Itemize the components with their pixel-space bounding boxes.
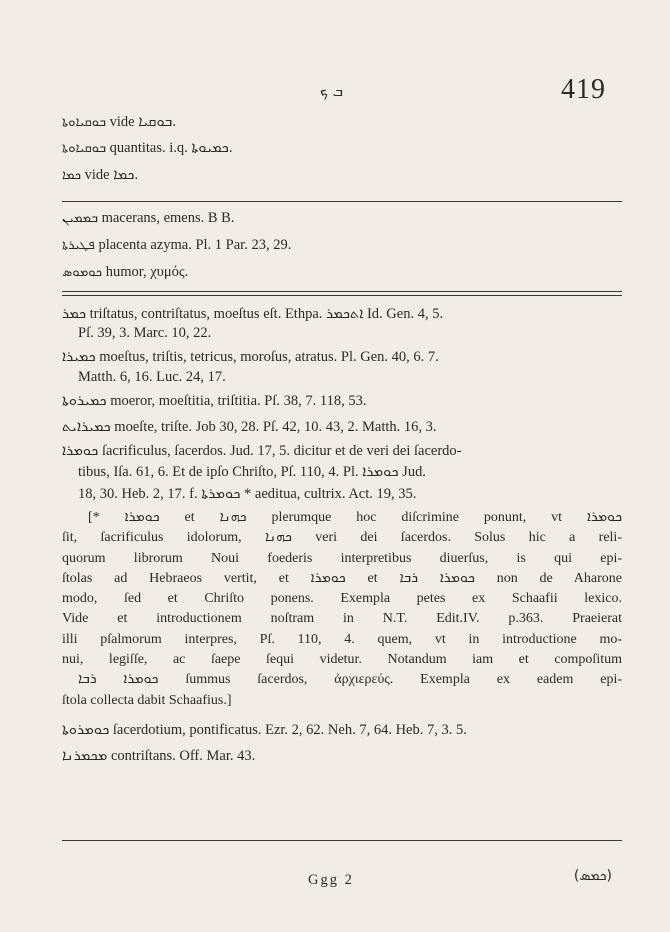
note-line: ſtolas ad Hebraeos vertit, et ܟܘܡܪܐ et ܟܘܡܪܐ ܪܒܐ non de Aharone (62, 570, 623, 586)
entry-continuation: 18, 30. Heb. 2, 17. f. ܟܘܡܪܬܐ * aeditua, cultrix. Act. 19, 35. (78, 486, 417, 502)
note-line: illi pſalmorum interpres, Pſ. 110, 4. quem, vt in introductione mo- (62, 631, 622, 647)
entry-continuation: Matth. 6, 16. Luc. 24, 17. (78, 369, 226, 385)
syriac-headword: ܟܡܐ (62, 168, 82, 183)
entry-line: ܟܡܝܪܘܬܐ moeror, moeſtitia, triſtitia. Pſ. 38, 7. 118, 53. (62, 393, 367, 409)
footer-rule (62, 840, 622, 841)
section-rule (62, 291, 622, 296)
signature-mark: Ggg 2 (308, 872, 354, 888)
section-rule (62, 201, 622, 202)
entry-line: ܟܡܝܪܐܝܬ moeſte, triſte. Job 30, 28. Pſ. 42, 10. 43, 2. Matth. 16, 3. (62, 419, 437, 435)
entry-text: humor, χυμός. (102, 264, 189, 280)
entry-line (62, 208, 622, 229)
syriac-headword: ܒܡܡܝܢ (62, 211, 98, 226)
syriac-headword: ܒܘܩܝܐܘܬܐ (62, 141, 107, 156)
entry-text: macerans, emens. B B. (97, 210, 235, 226)
entry-text: vide ܒܘܩܝܐ. (106, 114, 176, 130)
note-line: ſtola collecta dabit Schaafius.] (62, 692, 232, 708)
entry-continuation: tibus, Iſa. 61, 6. Et de ipſo Chriſto, Pſ. 110, 4. Pl. ܟܘܡܪܐ Jud. (78, 464, 426, 480)
entry-line (62, 235, 622, 256)
entry-continuation: Pſ. 39, 3. Marc. 10, 22. (78, 325, 212, 341)
entry-line: ܡܟܡܪܢܐ contriſtans. Off. Mar. 43. (62, 748, 256, 764)
syriac-headword: ܦܛܝܪܬܐ (62, 238, 95, 253)
entry-line: ܟܡܪ triſtatus, contriſtatus, moeſtus eſt. Ethpa. ܐܬܟܡܪ Id. Gen. 4, 5. (62, 306, 444, 322)
entry-line: ܟܡܝܪܐ moeſtus, triſtis, tetricus, moroſus, atratus. Pl. Gen. 40, 6. 7. (62, 349, 439, 365)
catchword: (ܟܡܣ) (573, 868, 612, 884)
syriac-headword: ܟܘܡܘܣ (62, 265, 103, 280)
running-head: ܒ ܟ (320, 82, 344, 100)
page-number: 419 (561, 74, 606, 105)
entry-line (62, 112, 622, 133)
editorial-note (62, 508, 622, 711)
entry-text: vide ܟܡܐ. (81, 167, 139, 183)
note-line: ܟܘܡܪܐ ܪܒܐ ſummus ſacerdos, ἀρχιερεύς. Exempla ex eadem epi- (78, 672, 622, 688)
note-line: [* ܟܘܡܪܐ et ܟܗܢܐ plerumque hoc diſcrimine ponunt, vt ܟܘܡܪܐ (88, 510, 622, 525)
note-line: nui, legiſſe, ac ſaepe ſequi videtur. Notandum iam et compoſitum (62, 652, 622, 668)
entry-line: ܟܘܡܪܘܬܐ ſacerdotium, pontificatus. Ezr. 2, 62. Neh. 7, 64. Heb. 7, 3. 5. (62, 722, 467, 738)
note-line: modo, ſed et Chriſto ponens. Exempla petes ex Schaafii lexico. (62, 591, 622, 607)
entry-line: ܟܘܡܪܐ ſacrificulus, ſacerdos. Jud. 17, 5. dicitur et de veri dei ſacerdo- (62, 443, 462, 459)
entry-line (62, 262, 622, 283)
page-header (0, 68, 670, 108)
note-line: ſit, ſacrificulus idolorum, ܟܗܢܐ veri dei ſacerdos. Solus hic a reli- (62, 530, 622, 546)
entry-line (62, 138, 622, 159)
syriac-headword: ܒܘܩܝܐܘܬܐ (62, 115, 107, 130)
entry-text: placenta azyma. Pl. 1 Par. 23, 29. (94, 237, 292, 253)
entry-line (62, 165, 622, 186)
entry-text: quantitas. i.q. ܟܡܝܘܬܐ. (106, 140, 233, 156)
page-footer (0, 868, 670, 898)
note-line: Vide et introductionem noſtram in N.T. Edit.IV. p.363. Praeierat (62, 611, 622, 627)
note-line: quorum librorum Noui foederis interpretibus diuerſus, is qui epi- (62, 550, 622, 566)
